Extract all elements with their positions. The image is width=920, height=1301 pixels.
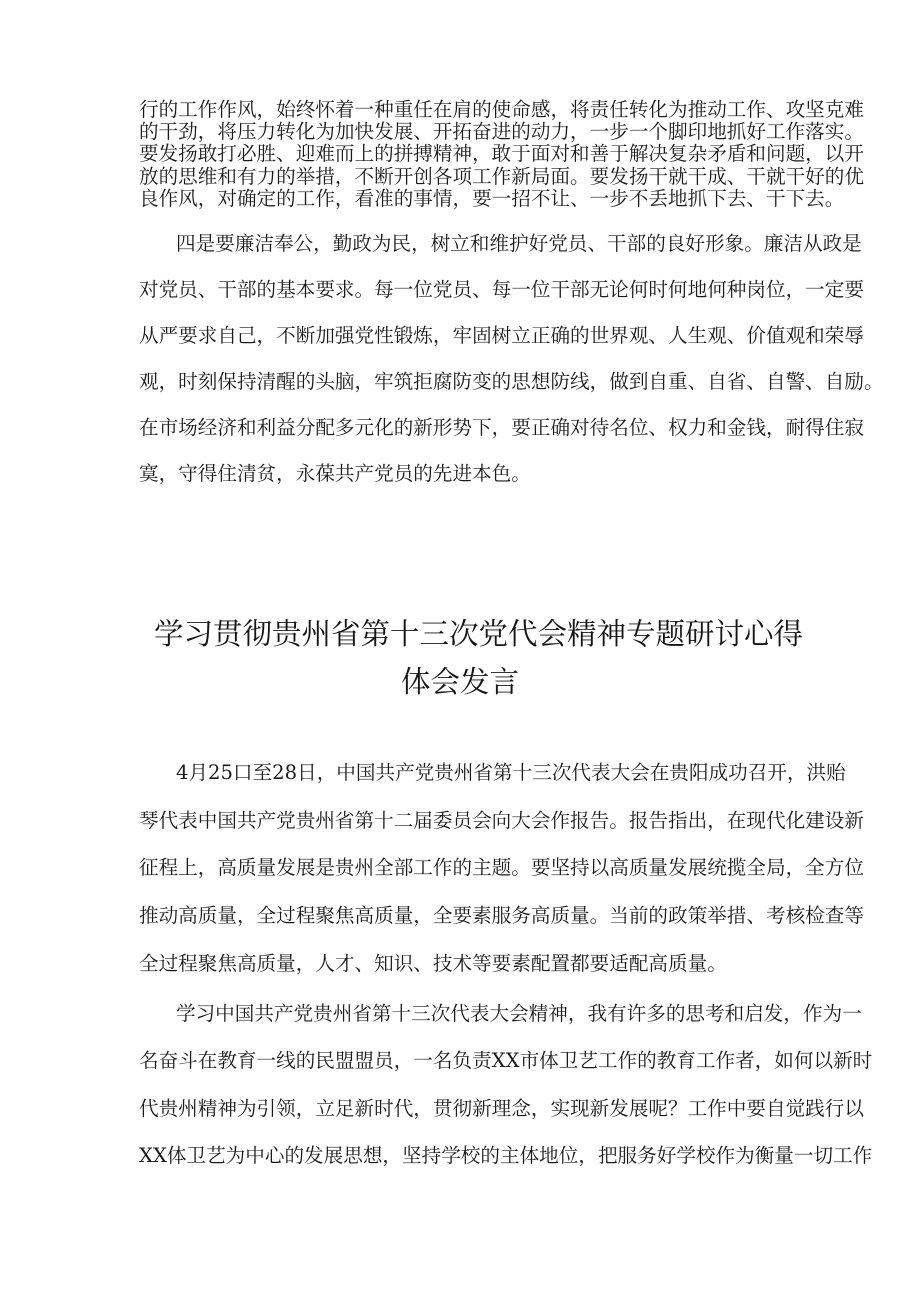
- text-line: 放的思维和有力的举措，不断开创各项工作新局面。要发扬干就干成、干就干好的优: [139, 165, 864, 188]
- text-line: 要发扬敢打必胜、迎难而上的拼搏精神，敢于面对和善于解决复杂矛盾和问题，以开: [139, 142, 864, 165]
- text-line: 征程上，高质量发展是贵州全部工作的主题。要坚持以高质量发展统揽全局，全方位: [139, 856, 864, 879]
- text-line: 观，时刻保持清醒的头脑，牢筑拒腐防变的思想防线，做到自重、自省、自警、自励。: [139, 370, 884, 393]
- text-line: 对党员、干部的基本要求。每一位党员、每一位干部无论何时何地何种岗位，一定要: [139, 278, 864, 301]
- text-line: 全过程聚焦高质量，人才、知识、技术等要素配置都要适配高质量。: [139, 952, 727, 975]
- text-line: 4月25口至28日，中国共产党贵州省第十三次代表大会在贵阳成功召开，洪贻: [176, 761, 846, 784]
- text-line: 的干劲，将压力转化为加快发展、开拓奋进的动力，一步一个脚印地抓好工作落实。: [139, 120, 864, 143]
- text-line: 代贵州精神为引领，立足新时代，贯彻新理念，实现新发展呢？工作中要自觉践行以: [139, 1097, 864, 1120]
- text-line: 推动高质量，全过程聚焦高质量，全要素服务高质量。当前的政策举措、考核检查等: [139, 904, 864, 927]
- text-line: 学习中国共产党贵州省第十三次代表大会精神，我有许多的思考和启发，作为一: [176, 1002, 862, 1025]
- title-line: 体会发言: [400, 665, 519, 699]
- text-line: 从严要求自己，不断加强党性锻炼，牢固树立正确的世界观、人生观、价值观和荣辱: [139, 324, 864, 347]
- text-line: 名奋斗在教育一线的民盟盟员，一名负责XX市体卫艺工作的教育工作者，如何以新时: [139, 1049, 873, 1072]
- text-line: 寞，守得住清贫，永葆共产党员的先进本色。: [139, 462, 531, 485]
- text-line: 良作风，对确定的工作，看准的事情，要一招不让、一步不丢地抓下去、干下去。: [139, 187, 845, 210]
- title-line: 学习贯彻贵州省第十三次党代会精神专题研讨心得: [154, 617, 804, 651]
- text-line: 琴代表中国共产党贵州省第十二届委员会向大会作报告。报告指出，在现代化建设新: [139, 809, 864, 832]
- text-line: 行的工作作风，始终怀着一种重任在肩的使命感，将责任转化为推动工作、攻坚克难: [139, 98, 864, 121]
- text-line: 在市场经济和利益分配多元化的新形势下，要正确对待名位、权力和金钱，耐得住寂: [139, 416, 864, 439]
- text-line: 四是要廉洁奉公，勤政为民，树立和维护好党员、干部的良好形象。廉洁从政是: [176, 232, 862, 255]
- text-line: XX体卫艺为中心的发展思想，坚持学校的主体地位，把服务好学校作为衡量一切工作: [139, 1144, 873, 1167]
